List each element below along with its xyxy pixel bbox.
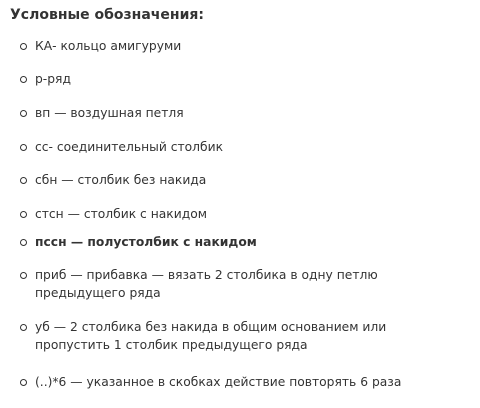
legend-item-text: сс- соединительный столбик (35, 140, 224, 154)
legend-item-vp (20, 104, 460, 122)
bullet-circle-icon (20, 272, 27, 279)
legend-item-text: КА- кольцо амигуруми (35, 39, 182, 53)
bullet-circle-icon (20, 144, 27, 151)
bullet-circle-icon (20, 43, 27, 50)
legend-item-text: р-ряд (35, 72, 71, 86)
legend-item-text: стсн — столбик с накидом (35, 207, 208, 221)
bullet-circle-icon (20, 177, 27, 184)
legend-item-prib (20, 266, 460, 302)
legend-item-sbn (20, 171, 460, 189)
legend-item-text: вп — воздушная петля (35, 106, 184, 120)
bullet-circle-icon (20, 324, 27, 331)
legend-item-text: приб — прибавка — вязать 2 столбика в одну петлю предыдущего ряда (35, 268, 378, 300)
legend-item-repeat (20, 373, 460, 391)
legend-item-text: пссн — полустолбик с накидом (35, 235, 257, 249)
legend-item-stsn (20, 205, 460, 223)
bullet-circle-icon (20, 239, 27, 246)
legend-item-r (20, 70, 460, 88)
legend-item-pssn (20, 233, 460, 251)
legend-item-text: (..)*6 — указанное в скобках действие повторять 6 раза (35, 375, 402, 389)
legend-item-text: уб — 2 столбика без накида в общим основанием или пропустить 1 столбик предыдущего ряда (35, 320, 387, 352)
bullet-circle-icon (20, 379, 27, 386)
legend-item-ub (20, 318, 460, 354)
legend-item-ss (20, 138, 460, 156)
legend-item-ka (20, 37, 460, 55)
bullet-circle-icon (20, 211, 27, 218)
bullet-circle-icon (20, 110, 27, 117)
bullet-circle-icon (20, 76, 27, 83)
legend-item-text: сбн — столбик без накида (35, 173, 207, 187)
legend-heading: Условные обозначения: (10, 7, 204, 23)
